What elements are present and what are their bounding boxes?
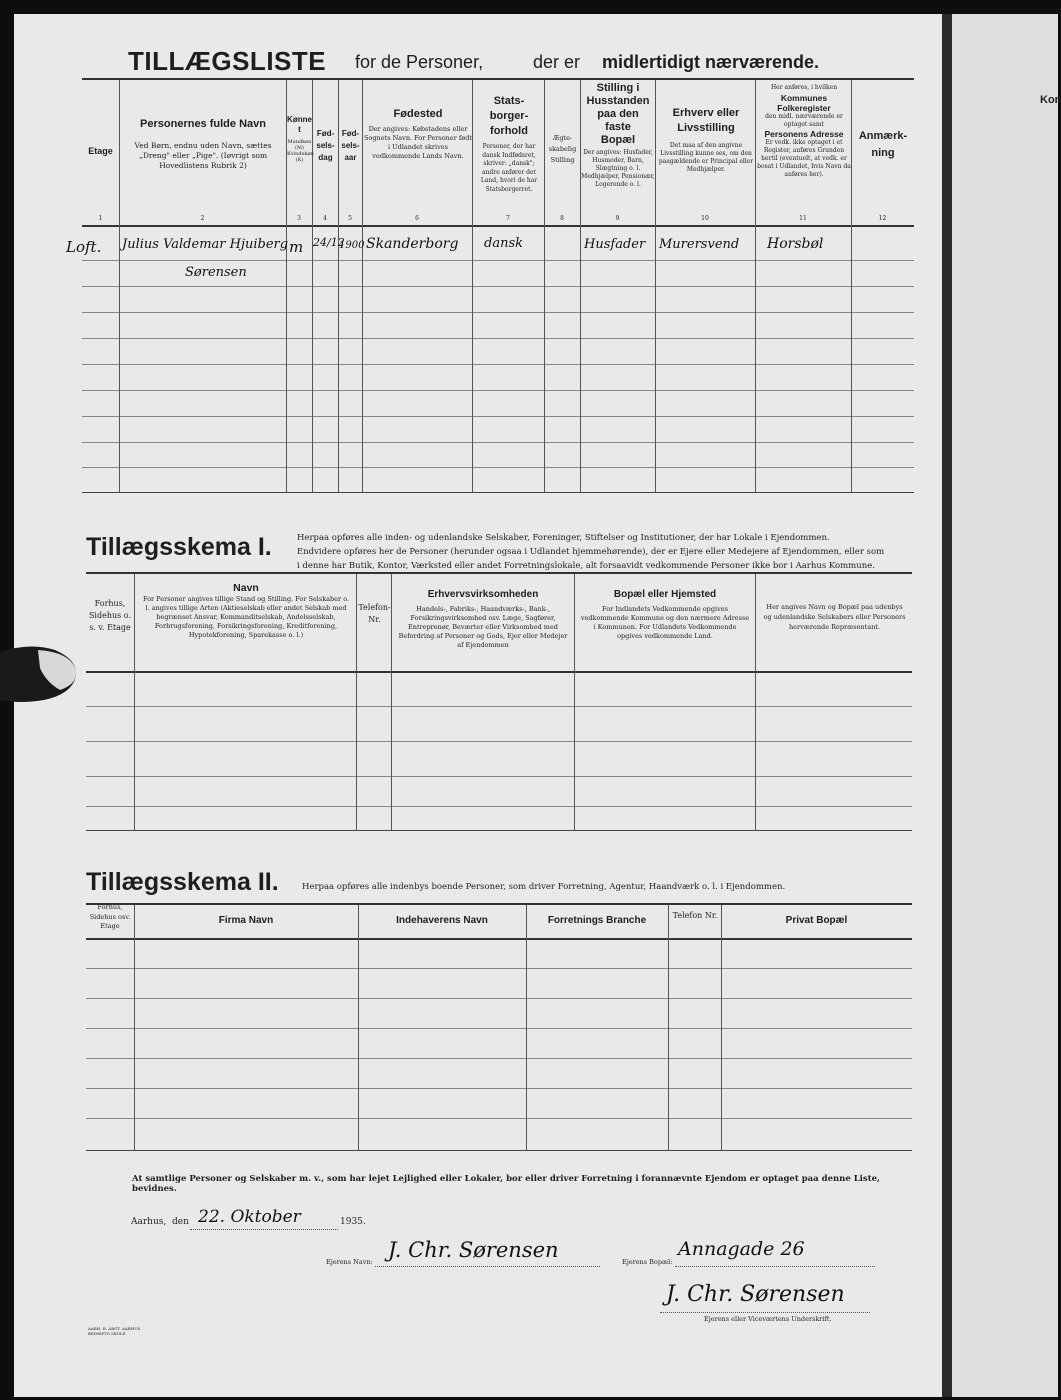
skema1-intro: Herpaa opføres alle inden- og udenlandske Selskaber, Foreninger, Stiftelser og Institutioner, der har Lokale i Ejendommen. Endvidere opføres her de Personer (herunder ogsaa i Udlandet hjemmehørende), der er Ejere eller Medejere af Ejendommen, eller som i denne har Butik, Kontor, Værksted eller andet Forretningslokale, alt forsaavidt vedkommende Personer ikke bor i Aarhus Kommune. (297, 533, 885, 571)
table-row-rule (82, 442, 914, 443)
col-etage-header: Etage (88, 146, 113, 156)
entry-birthyear: 1900 (339, 240, 365, 251)
printer-mark: AARH. B. ARGT. AARHUS BEDRIFTS SKOLE (88, 1326, 141, 1336)
table-row-rule (86, 998, 912, 999)
entry-household: Husfader (584, 237, 646, 252)
col-gender-header: Kønnet Mandkøn (M) Kvindekøn (K) (287, 115, 314, 163)
owner-name-label: Ejerens Navn: (326, 1258, 373, 1266)
owner-address-handwritten: Annagade 26 (678, 1238, 805, 1260)
table-row-rule (82, 364, 914, 365)
owner-address-label: Ejerens Bopæl: (622, 1258, 673, 1266)
table-row-rule (82, 338, 914, 339)
skema2-col-firm: Firma Navn (218, 915, 274, 926)
entry-occupation: Murersvend (659, 237, 740, 252)
skema1-col-business: Erhvervsvirksomheden Handels-, Fabriks-, Haandværks-, Bank-, Forsikringsvirksomhed osv. Læge, Sagfører, Entreprenør, Beværter eller Virksomhed med Befordring af Personer og Gods, Ejer eller Medejer af Ejendommen (398, 589, 568, 649)
skema1-col-representative: Her angives Navn og Bopæl paa udenbys og udenlandske Selskabers eller Personers herværende Repræsentant. (763, 603, 906, 631)
table-row-rule (82, 286, 914, 287)
skema2-title: Tillægsskema II. (86, 868, 279, 896)
table-row-rule (86, 1088, 912, 1089)
skema2-col-etage: Forhus, Sidehus osv. Etage (89, 903, 131, 930)
skema1-col-name: Navn For Personer angives tillige Stand og Stilling. For Selskaber o. l. angives tillige Arten (Aktieselskab eller andet Selskab med begrænset Ansvar, Kommanditselskab, Andelsselskab, Forbrugsforening, Forsikringsforening, Kreditforening, Hypotekforening, Sparekasse o. l.) (142, 582, 350, 639)
entry-birthday: 24/12 (313, 236, 345, 249)
adjacent-page (952, 14, 1061, 1397)
den-label: den (172, 1217, 189, 1227)
table-row-rule (86, 1118, 912, 1119)
main-title: TILLÆGSLISTE (128, 46, 327, 76)
entry-register: Horsbøl (767, 236, 824, 252)
skema2-col-phone: Telefon Nr. (672, 911, 718, 920)
table-row-rule (86, 706, 912, 707)
table-row-rule (86, 968, 912, 969)
entry-gender: m (289, 238, 304, 256)
col-register-header: Her anføres, i hvilken Kommunes Folkeregister den midl. nærværende er optaget samt Personens Adresse Er vedk. ikke optaget i et Register, anføres Grunden hertil (eventuelt, at vedk. er bosat i Udlandet, hvis Navn da anføres her). (757, 84, 851, 178)
col-birthplace-header: Fødested Der angives: Købstadens eller Sognets Navn. For Personer født i Udlandet skrives vedkommende Lands Navn. (364, 108, 472, 160)
table-row-rule (86, 1058, 912, 1059)
col-note-header: Anmærk- ning (858, 130, 908, 159)
table-row-rule (82, 260, 914, 261)
table-row-rule (82, 390, 914, 391)
col-birthday-header: Fød- sels- dag (316, 129, 335, 162)
col-household-header: Stilling i Husstanden paa den faste Bopæl Der angives: Husfader, Husmoder, Barn, Slægtning o. l. Medhjælper, Pensionær, Logerende o. l. (581, 82, 655, 188)
date-handwritten: 22. Oktober (198, 1207, 301, 1227)
page-gutter (942, 14, 952, 1397)
col-occupation-header: Erhverv eller Livsstilling Det maa af den angivne Livsstilling kunne ses, om den paagældende er Principal eller Medhjælper. (658, 107, 754, 173)
adjacent-page-text: Kon (1040, 94, 1061, 106)
skema1-col-phone: Telefon-Nr. (358, 603, 391, 624)
skema2-col-private: Privat Bopæl (785, 915, 848, 926)
col-name-header: Personernes fulde Navn Ved Børn, endnu uden Navn, sættes „Dreng" eller „Pige". (Iøvrigt som Hovedlistens Rubrik 2) (134, 118, 272, 170)
table-row-rule (82, 312, 914, 313)
entry-etage: Loft. (66, 238, 102, 256)
title-part-2: der er (533, 52, 581, 72)
table-row-rule (82, 416, 914, 417)
skema1-col-residence: Bopæl eller Hjemsted For Indlandets Vedkommende opgives vedkommende Kommune og den nærmere Adresse i Kommunen. For Udlandets Vedkommende opgives vedkommende Land. (580, 589, 750, 640)
skema1-col-etage: Forhus, Sidehus o. s. v. Etage (88, 599, 132, 632)
year-label: 1935. (340, 1217, 366, 1227)
owner-name-signature: J. Chr. Sørensen (388, 1238, 559, 1262)
col-citizenship-header: Stats- borger- forhold Personer, der har dansk Indfødsret, skriver: „dansk"; andre anfører det Land, hvori de har Statsborgerret. (480, 95, 538, 193)
place-label: Aarhus, (131, 1217, 167, 1227)
table-row-rule (82, 467, 914, 468)
entry-name-line2: Sørensen (185, 265, 247, 280)
entry-birthplace: Skanderborg (366, 236, 459, 252)
skema2-intro: Herpaa opføres alle indenbys boende Personer, som driver Forretning, Agentur, Haandværk o. l. i Ejendommen. (302, 882, 786, 892)
skema2-col-owner: Indehaverens Navn (396, 915, 488, 926)
title-part-bold: midlertidigt nærværende. (602, 52, 820, 72)
table-row-rule (86, 1028, 912, 1029)
entry-name-line1: Julius Valdemar Hjuiberg (122, 237, 289, 252)
title-part-1: for de Personer, (355, 52, 484, 72)
skema1-title: Tillægsskema I. (86, 533, 272, 561)
owner-signature: J. Chr. Sørensen (666, 1282, 845, 1307)
col-marital-header: Ægte- skabelig Stilling (548, 134, 577, 164)
thumb-shape (0, 642, 80, 712)
declaration-text: At samtlige Personer og Selskaber m. v., som har lejet Lejlighed eller Lokaler, bor eller driver Forretning i forannævnte Ejendom er optaget paa denne Liste, bevidnes. (132, 1174, 880, 1194)
table-row-rule (86, 776, 912, 777)
table-row-rule (86, 741, 912, 742)
table-row-rule (86, 806, 912, 807)
entry-citizenship: dansk (484, 236, 523, 251)
signature-label: Ejerens eller Viceværtens Underskrift. (704, 1315, 832, 1323)
col-birthyear-header: Fød- sels- aar (341, 129, 360, 162)
skema2-col-branch: Forretnings Branche (547, 915, 647, 926)
